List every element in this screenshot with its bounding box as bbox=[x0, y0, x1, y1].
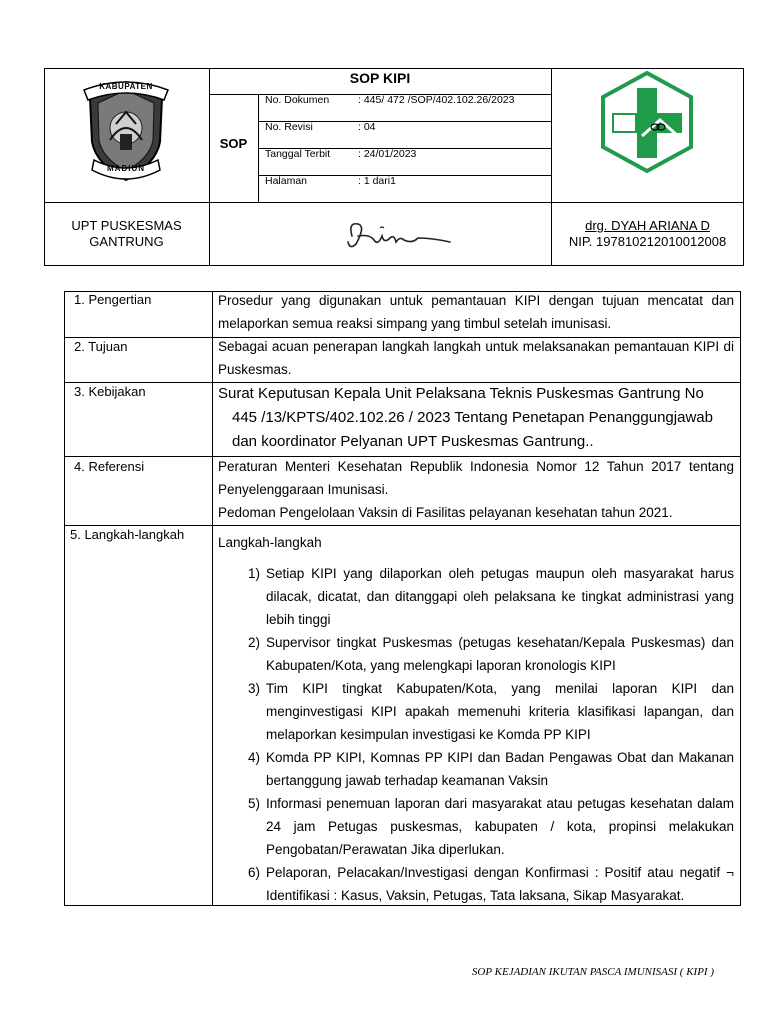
meta-label-page: Halaman bbox=[265, 175, 308, 187]
step-text: Komda PP KIPI, Komnas PP KIPI dan Badan Pengawas Obat dan Makanan bertanggung jawab terhadap keamanan Vaksin bbox=[266, 750, 734, 788]
step-text: Setiap KIPI yang dilaporkan oleh petugas maupun oleh masyarakat harus dilacak, dicatat, dan ditanggapi oleh pelaksana ke tingkat administrasi yang lebih tinggi bbox=[266, 566, 734, 627]
step-text: Informasi penemuan laporan dari masyarakat atau petugas kesehatan dalam 24 jam Petugas puskesmas, kabupaten / kota, propinsi melakukan Pengobatan/Perawatan Jika diperlukan. bbox=[266, 796, 734, 857]
unit-name-line1: UPT PUSKESMAS bbox=[71, 218, 182, 233]
header-divider bbox=[44, 202, 744, 203]
section-text-referensi-2: Pedoman Pengelolaan Vaksin di Fasilitas pelayanan kesehatan tahun 2021. bbox=[218, 505, 673, 520]
list-item bbox=[238, 861, 734, 907]
meta-value-date: : 24/01/2023 bbox=[358, 148, 417, 160]
step-number: 3) bbox=[247, 681, 260, 696]
section-text-kebijakan-line2: 445 /13/KPTS/402.102.26 / 2023 Tentang Penetapan Penanggungjawab bbox=[232, 409, 713, 426]
section-text-kebijakan-line1: Surat Keputusan Kepala Unit Pelaksana Teknis Puskesmas Gantrung No bbox=[218, 385, 704, 402]
section-label-referensi: 4. Referensi bbox=[74, 459, 145, 474]
step-text: Tim KIPI tingkat Kabupaten/Kota, yang menilai laporan KIPI dan menginvestigasi KIPI apakah memenuhi kriteria klasifikasi lapangan, dan melaporkan kesimpulan investigasi ke Komda PP KIPI bbox=[266, 681, 734, 742]
step-number: 2) bbox=[247, 635, 260, 650]
section-label-langkah: 5. Langkah-langkah bbox=[70, 527, 185, 542]
meta-label-document: No. Dokumen bbox=[265, 94, 330, 106]
regency-seal-icon bbox=[76, 76, 176, 186]
meta-value-revision: : 04 bbox=[358, 121, 376, 133]
step-text: Supervisor tingkat Puskesmas (petugas kesehatan/Kepala Puskesmas) dan Kabupaten/Kota, yang melengkapi laporan kronologis KIPI bbox=[266, 635, 734, 673]
seal-bottom-text: MADIUN bbox=[107, 164, 145, 173]
step-number: 5) bbox=[247, 796, 260, 811]
seal-top-text: KABUPATEN bbox=[99, 82, 153, 91]
meta-label-revision: No. Revisi bbox=[265, 121, 313, 133]
list-item bbox=[238, 792, 734, 861]
step-text: Pelaporan, Pelacakan/Investigasi dengan Konfirmasi : Positif atau negatif ¬ Identifikasi : Kasus, Vaksin, Petugas, Tata laksana, Sikap Masyarakat. bbox=[266, 865, 734, 903]
section-label-tujuan: 2. Tujuan bbox=[74, 339, 128, 354]
step-number: 4) bbox=[247, 750, 260, 765]
header-divider bbox=[209, 68, 210, 266]
section-text-tujuan: Sebagai acuan penerapan langkah langkah untuk melaksanakan pemantauan KIPI di Puskesmas. bbox=[218, 339, 734, 377]
step-number: 1) bbox=[247, 566, 260, 581]
list-item bbox=[238, 746, 734, 792]
signer-name: drg. DYAH ARIANA D bbox=[585, 218, 710, 233]
sop-label: SOP bbox=[219, 136, 248, 151]
unit-name-line2: GANTRUNG bbox=[89, 234, 164, 249]
footer-text: SOP KEJADIAN IKUTAN PASCA IMUNISASI ( KIPI ) bbox=[471, 966, 714, 978]
section-text-kebijakan-line3: dan koordinator Pelyanan UPT Puskesmas Gantrung.. bbox=[232, 433, 594, 450]
meta-value-document: : 445/ 472 /SOP/402.102.26/2023 bbox=[358, 94, 515, 106]
signer-nip: NIP. 197810212010012008 bbox=[568, 234, 727, 249]
puskesmas-logo-icon bbox=[598, 70, 696, 174]
meta-value-page: : 1 dari1 bbox=[358, 175, 396, 187]
steps-heading: Langkah-langkah bbox=[218, 535, 322, 550]
list-item bbox=[238, 631, 734, 677]
section-label-pengertian: 1. Pengertian bbox=[74, 292, 152, 307]
list-item bbox=[238, 562, 734, 631]
signature-icon bbox=[340, 214, 460, 254]
step-number: 6) bbox=[247, 865, 260, 880]
list-item bbox=[238, 677, 734, 746]
page-title: SOP KIPI bbox=[349, 70, 411, 86]
section-label-kebijakan: 3. Kebijakan bbox=[74, 384, 146, 399]
section-text-referensi-1: Peraturan Menteri Kesehatan Republik Indonesia Nomor 12 Tahun 2017 tentang Penyelenggaraan Imunisasi. bbox=[218, 459, 734, 497]
content-divider bbox=[64, 525, 741, 526]
meta-label-date: Tanggal Terbit bbox=[265, 148, 331, 160]
steps-list bbox=[238, 562, 734, 907]
section-text-pengertian: Prosedur yang digunakan untuk pemantauan KIPI dengan tujuan mencatat dan melaporkan semua reaksi simpang yang timbul setelah imunisasi. bbox=[218, 293, 734, 331]
content-divider bbox=[212, 291, 213, 906]
